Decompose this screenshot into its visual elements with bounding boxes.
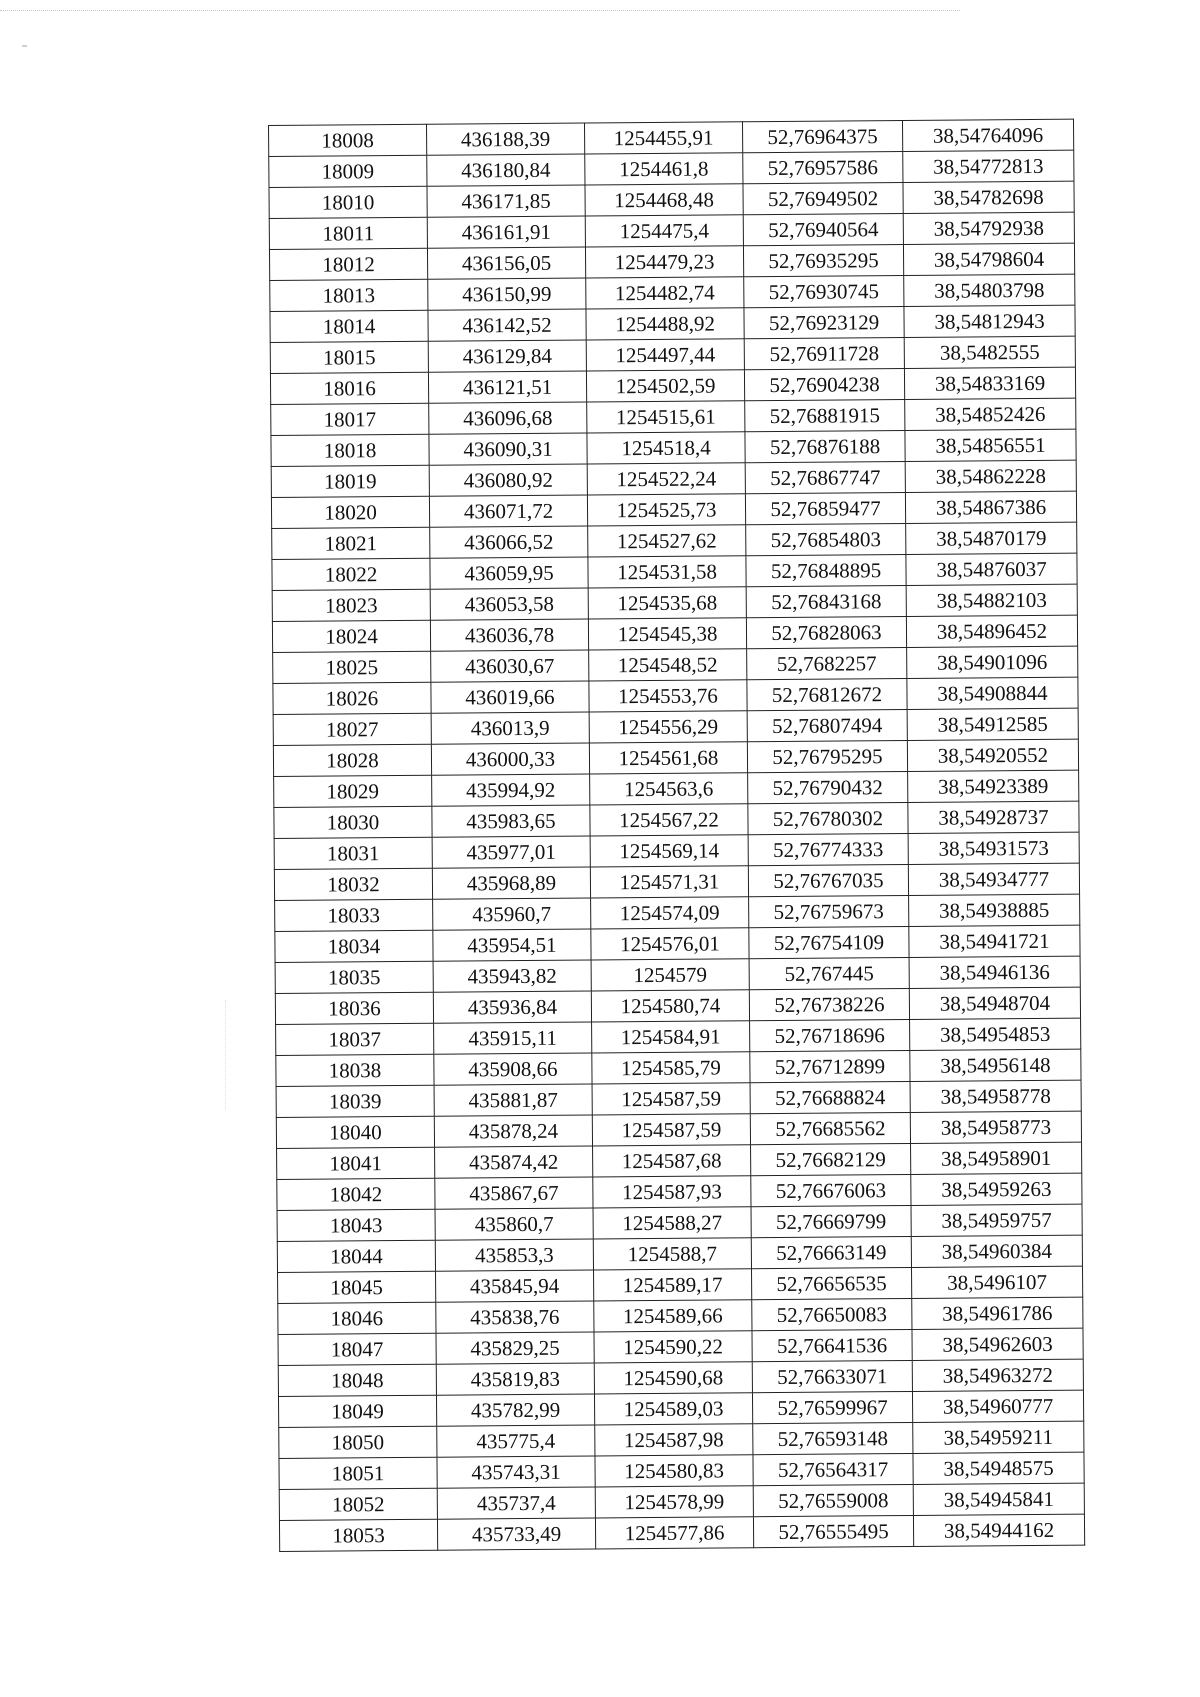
- x-coordinate-cell: 435829,25: [436, 1332, 594, 1364]
- y-coordinate-cell: 1254585,79: [592, 1052, 750, 1084]
- longitude-cell: 38,54876037: [906, 553, 1077, 585]
- latitude-cell: 52,76641536: [752, 1329, 912, 1361]
- y-coordinate-cell: 1254589,17: [594, 1269, 752, 1301]
- y-coordinate-cell: 1254455,91: [584, 122, 742, 154]
- x-coordinate-cell: 436150,99: [428, 278, 586, 310]
- x-coordinate-cell: 436188,39: [426, 123, 584, 155]
- longitude-cell: 38,54944162: [913, 1514, 1084, 1546]
- point-number-cell: 18039: [276, 1085, 434, 1117]
- longitude-cell: 38,54958773: [910, 1111, 1081, 1143]
- y-coordinate-cell: 1254567,22: [590, 804, 748, 836]
- x-coordinate-cell: 436053,58: [430, 588, 588, 620]
- point-number-cell: 18044: [277, 1240, 435, 1272]
- longitude-cell: 38,54948704: [909, 987, 1080, 1019]
- point-number-cell: 18016: [270, 372, 428, 404]
- y-coordinate-cell: 1254574,09: [591, 897, 749, 929]
- y-coordinate-cell: 1254531,58: [588, 556, 746, 588]
- y-coordinate-cell: 1254569,14: [590, 835, 748, 867]
- latitude-cell: 52,76656535: [751, 1267, 911, 1299]
- latitude-cell: 52,76940564: [743, 214, 903, 246]
- point-number-cell: 18010: [269, 186, 427, 218]
- longitude-cell: 38,54956148: [910, 1049, 1081, 1081]
- longitude-cell: 38,54812943: [904, 305, 1075, 337]
- longitude-cell: 38,54867386: [905, 491, 1076, 523]
- latitude-cell: 52,76881915: [745, 400, 905, 432]
- x-coordinate-cell: 436080,92: [429, 464, 587, 496]
- x-coordinate-cell: 436059,95: [430, 557, 588, 589]
- y-coordinate-cell: 1254525,73: [587, 494, 745, 526]
- x-coordinate-cell: 436019,66: [431, 681, 589, 713]
- longitude-cell: 38,54962603: [912, 1328, 1083, 1360]
- x-coordinate-cell: 435733,49: [437, 1518, 595, 1550]
- x-coordinate-cell: 435977,01: [432, 836, 590, 868]
- point-number-cell: 18037: [276, 1023, 434, 1055]
- y-coordinate-cell: 1254548,52: [589, 649, 747, 681]
- y-coordinate-cell: 1254587,98: [595, 1424, 753, 1456]
- point-number-cell: 18030: [274, 806, 432, 838]
- x-coordinate-cell: 435874,42: [435, 1146, 593, 1178]
- y-coordinate-cell: 1254556,29: [589, 711, 747, 743]
- point-number-cell: 18027: [273, 713, 431, 745]
- longitude-cell: 38,54928737: [908, 801, 1079, 833]
- longitude-cell: 38,54901096: [907, 646, 1078, 678]
- latitude-cell: 52,76676063: [751, 1174, 911, 1206]
- point-number-cell: 18047: [278, 1333, 436, 1365]
- y-coordinate-cell: 1254515,61: [587, 401, 745, 433]
- y-coordinate-cell: 1254461,8: [585, 153, 743, 185]
- longitude-cell: 38,54938885: [909, 894, 1080, 926]
- longitude-cell: 38,54923389: [908, 770, 1079, 802]
- y-coordinate-cell: 1254488,92: [586, 308, 744, 340]
- x-coordinate-cell: 435867,67: [435, 1177, 593, 1209]
- longitude-cell: 38,54934777: [908, 863, 1079, 895]
- y-coordinate-cell: 1254587,68: [593, 1145, 751, 1177]
- x-coordinate-cell: 436066,52: [430, 526, 588, 558]
- latitude-cell: 52,76930745: [744, 276, 904, 308]
- point-number-cell: 18041: [277, 1147, 435, 1179]
- x-coordinate-cell: 436180,84: [427, 154, 585, 186]
- latitude-cell: 52,76795295: [747, 740, 907, 772]
- x-coordinate-cell: 436096,68: [429, 402, 587, 434]
- point-number-cell: 18032: [274, 868, 432, 900]
- x-coordinate-cell: 435954,51: [433, 929, 591, 961]
- y-coordinate-cell: 1254553,76: [589, 680, 747, 712]
- longitude-cell: 38,54946136: [909, 956, 1080, 988]
- point-number-cell: 18050: [279, 1426, 437, 1458]
- y-coordinate-cell: 1254587,93: [593, 1176, 751, 1208]
- longitude-cell: 38,54958901: [911, 1142, 1082, 1174]
- point-number-cell: 18012: [269, 248, 427, 280]
- point-number-cell: 18043: [277, 1209, 435, 1241]
- latitude-cell: 52,76650083: [752, 1298, 912, 1330]
- y-coordinate-cell: 1254475,4: [585, 215, 743, 247]
- latitude-cell: 52,76780302: [748, 802, 908, 834]
- latitude-cell: 52,76790432: [748, 771, 908, 803]
- point-number-cell: 18009: [269, 155, 427, 187]
- y-coordinate-cell: 1254479,23: [585, 246, 743, 278]
- latitude-cell: 52,76663149: [751, 1236, 911, 1268]
- longitude-cell: 38,54882103: [906, 584, 1077, 616]
- point-number-cell: 18014: [270, 310, 428, 342]
- x-coordinate-cell: 436030,67: [431, 650, 589, 682]
- latitude-cell: 52,76843168: [746, 586, 906, 618]
- y-coordinate-cell: 1254578,99: [595, 1486, 753, 1518]
- longitude-cell: 38,54961786: [912, 1297, 1083, 1329]
- longitude-cell: 38,54959263: [911, 1173, 1082, 1205]
- longitude-cell: 38,54931573: [908, 832, 1079, 864]
- latitude-cell: 52,76923129: [744, 307, 904, 339]
- longitude-cell: 38,54945841: [913, 1483, 1084, 1515]
- point-number-cell: 18033: [275, 899, 433, 931]
- y-coordinate-cell: 1254497,44: [586, 339, 744, 371]
- longitude-cell: 38,54958778: [910, 1080, 1081, 1112]
- y-coordinate-cell: 1254563,6: [590, 773, 748, 805]
- point-number-cell: 18040: [276, 1116, 434, 1148]
- y-coordinate-cell: 1254468,48: [585, 184, 743, 216]
- x-coordinate-cell: 436121,51: [428, 371, 586, 403]
- point-number-cell: 18015: [270, 341, 428, 373]
- x-coordinate-cell: 435881,87: [434, 1084, 592, 1116]
- x-coordinate-cell: 436013,9: [431, 712, 589, 744]
- longitude-cell: 38,54954853: [910, 1018, 1081, 1050]
- point-number-cell: 18031: [274, 837, 432, 869]
- latitude-cell: 52,76848895: [746, 555, 906, 587]
- point-number-cell: 18024: [272, 620, 430, 652]
- scan-artifact-top-line: [0, 10, 960, 11]
- latitude-cell: 52,76876188: [745, 431, 905, 463]
- y-coordinate-cell: 1254518,4: [587, 432, 745, 464]
- point-number-cell: 18052: [279, 1488, 437, 1520]
- x-coordinate-cell: 435908,66: [434, 1053, 592, 1085]
- x-coordinate-cell: 435936,84: [433, 991, 591, 1023]
- y-coordinate-cell: 1254482,74: [586, 277, 744, 309]
- latitude-cell: 52,76759673: [749, 895, 909, 927]
- x-coordinate-cell: 435915,11: [434, 1022, 592, 1054]
- longitude-cell: 38,54941721: [909, 925, 1080, 957]
- point-number-cell: 18018: [271, 434, 429, 466]
- longitude-cell: 38,54833169: [904, 367, 1075, 399]
- latitude-cell: 52,76633071: [752, 1360, 912, 1392]
- y-coordinate-cell: 1254584,91: [592, 1021, 750, 1053]
- y-coordinate-cell: 1254588,27: [593, 1207, 751, 1239]
- latitude-cell: 52,76935295: [743, 245, 903, 277]
- longitude-cell: 38,54798604: [903, 243, 1074, 275]
- y-coordinate-cell: 1254561,68: [589, 742, 747, 774]
- latitude-cell: 52,76712899: [750, 1050, 910, 1082]
- y-coordinate-cell: 1254589,03: [594, 1393, 752, 1425]
- longitude-cell: 38,54896452: [906, 615, 1077, 647]
- y-coordinate-cell: 1254577,86: [595, 1517, 753, 1549]
- latitude-cell: 52,76593148: [753, 1422, 913, 1454]
- latitude-cell: 52,76812672: [747, 678, 907, 710]
- scan-artifact-left-line: [225, 1000, 226, 1110]
- latitude-cell: 52,76688824: [750, 1081, 910, 1113]
- x-coordinate-cell: 435853,3: [435, 1239, 593, 1271]
- y-coordinate-cell: 1254587,59: [592, 1114, 750, 1146]
- longitude-cell: 38,54870179: [906, 522, 1077, 554]
- latitude-cell: 52,76754109: [749, 926, 909, 958]
- y-coordinate-cell: 1254579: [591, 959, 749, 991]
- point-number-cell: 18025: [273, 651, 431, 683]
- latitude-cell: 52,76949502: [743, 183, 903, 215]
- latitude-cell: 52,76854803: [746, 524, 906, 556]
- y-coordinate-cell: 1254580,74: [591, 990, 749, 1022]
- longitude-cell: 38,54764096: [902, 119, 1073, 151]
- point-number-cell: 18053: [279, 1519, 437, 1551]
- table-row: [279, 1514, 1084, 1551]
- x-coordinate-cell: 435737,4: [437, 1487, 595, 1519]
- x-coordinate-cell: 436000,33: [431, 743, 589, 775]
- point-number-cell: 18046: [278, 1302, 436, 1334]
- x-coordinate-cell: 436036,78: [430, 619, 588, 651]
- x-coordinate-cell: 436171,85: [427, 185, 585, 217]
- latitude-cell: 52,76738226: [749, 988, 909, 1020]
- latitude-cell: 52,76957586: [743, 152, 903, 184]
- point-number-cell: 18021: [272, 527, 430, 559]
- latitude-cell: 52,76599967: [752, 1391, 912, 1423]
- y-coordinate-cell: 1254589,66: [594, 1300, 752, 1332]
- longitude-cell: 38,54792938: [903, 212, 1074, 244]
- scan-artifact-speck: [22, 45, 27, 47]
- longitude-cell: 38,54803798: [904, 274, 1075, 306]
- y-coordinate-cell: 1254571,31: [590, 866, 748, 898]
- longitude-cell: 38,5482555: [904, 336, 1075, 368]
- y-coordinate-cell: 1254535,68: [588, 587, 746, 619]
- longitude-cell: 38,54959211: [913, 1421, 1084, 1453]
- latitude-cell: 52,76685562: [750, 1112, 910, 1144]
- point-number-cell: 18042: [277, 1178, 435, 1210]
- point-number-cell: 18026: [273, 682, 431, 714]
- x-coordinate-cell: 435775,4: [437, 1425, 595, 1457]
- point-number-cell: 18048: [278, 1364, 436, 1396]
- x-coordinate-cell: 435838,76: [436, 1301, 594, 1333]
- y-coordinate-cell: 1254580,83: [595, 1455, 753, 1487]
- point-number-cell: 18051: [279, 1457, 437, 1489]
- latitude-cell: 52,76718696: [750, 1019, 910, 1051]
- point-number-cell: 18019: [271, 465, 429, 497]
- y-coordinate-cell: 1254522,24: [587, 463, 745, 495]
- x-coordinate-cell: 435819,83: [436, 1363, 594, 1395]
- point-number-cell: 18036: [275, 992, 433, 1024]
- x-coordinate-cell: 435960,7: [433, 898, 591, 930]
- longitude-cell: 38,54908844: [907, 677, 1078, 709]
- longitude-cell: 38,54963272: [912, 1359, 1083, 1391]
- x-coordinate-cell: 435860,7: [435, 1208, 593, 1240]
- y-coordinate-cell: 1254588,7: [593, 1238, 751, 1270]
- point-number-cell: 18035: [275, 961, 433, 993]
- latitude-cell: 52,76867747: [745, 462, 905, 494]
- latitude-cell: 52,76682129: [751, 1143, 911, 1175]
- latitude-cell: 52,76669799: [751, 1205, 911, 1237]
- longitude-cell: 38,54852426: [905, 398, 1076, 430]
- point-number-cell: 18045: [278, 1271, 436, 1303]
- latitude-cell: 52,76964375: [742, 121, 902, 153]
- longitude-cell: 38,54862228: [905, 460, 1076, 492]
- longitude-cell: 38,54960384: [911, 1235, 1082, 1267]
- point-number-cell: 18029: [274, 775, 432, 807]
- latitude-cell: 52,76559008: [753, 1484, 913, 1516]
- point-number-cell: 18022: [272, 558, 430, 590]
- x-coordinate-cell: 436090,31: [429, 433, 587, 465]
- latitude-cell: 52,76904238: [744, 369, 904, 401]
- longitude-cell: 38,5496107: [911, 1266, 1082, 1298]
- point-number-cell: 18017: [271, 403, 429, 435]
- point-number-cell: 18013: [270, 279, 428, 311]
- x-coordinate-cell: 436071,72: [429, 495, 587, 527]
- point-number-cell: 18023: [272, 589, 430, 621]
- x-coordinate-cell: 435983,65: [432, 805, 590, 837]
- latitude-cell: 52,767445: [749, 957, 909, 989]
- latitude-cell: 52,76774333: [748, 833, 908, 865]
- y-coordinate-cell: 1254545,38: [588, 618, 746, 650]
- point-number-cell: 18028: [273, 744, 431, 776]
- x-coordinate-cell: 435943,82: [433, 960, 591, 992]
- point-number-cell: 18049: [278, 1395, 436, 1427]
- latitude-cell: 52,76564317: [753, 1453, 913, 1485]
- longitude-cell: 38,54856551: [905, 429, 1076, 461]
- point-number-cell: 18020: [271, 496, 429, 528]
- longitude-cell: 38,54959757: [911, 1204, 1082, 1236]
- latitude-cell: 52,76555495: [753, 1515, 913, 1547]
- point-number-cell: 18008: [269, 124, 427, 156]
- x-coordinate-cell: 436156,05: [427, 247, 585, 279]
- y-coordinate-cell: 1254502,59: [586, 370, 744, 402]
- x-coordinate-cell: 436129,84: [428, 340, 586, 372]
- longitude-cell: 38,54960777: [912, 1390, 1083, 1422]
- x-coordinate-cell: 435968,89: [432, 867, 590, 899]
- longitude-cell: 38,54948575: [913, 1452, 1084, 1484]
- y-coordinate-cell: 1254527,62: [588, 525, 746, 557]
- y-coordinate-cell: 1254576,01: [591, 928, 749, 960]
- point-number-cell: 18011: [269, 217, 427, 249]
- coordinates-table: [268, 119, 1085, 1552]
- latitude-cell: 52,76807494: [747, 709, 907, 741]
- coordinates-table-body: [269, 119, 1085, 1551]
- x-coordinate-cell: 435782,99: [436, 1394, 594, 1426]
- latitude-cell: 52,76828063: [746, 617, 906, 649]
- y-coordinate-cell: 1254587,59: [592, 1083, 750, 1115]
- latitude-cell: 52,7682257: [747, 648, 907, 680]
- y-coordinate-cell: 1254590,22: [594, 1331, 752, 1363]
- latitude-cell: 52,76767035: [748, 864, 908, 896]
- latitude-cell: 52,76911728: [744, 338, 904, 370]
- point-number-cell: 18038: [276, 1054, 434, 1086]
- x-coordinate-cell: 435845,94: [436, 1270, 594, 1302]
- longitude-cell: 38,54920552: [907, 739, 1078, 771]
- longitude-cell: 38,54772813: [903, 150, 1074, 182]
- x-coordinate-cell: 436142,52: [428, 309, 586, 341]
- x-coordinate-cell: 436161,91: [427, 216, 585, 248]
- x-coordinate-cell: 435743,31: [437, 1456, 595, 1488]
- longitude-cell: 38,54912585: [907, 708, 1078, 740]
- point-number-cell: 18034: [275, 930, 433, 962]
- latitude-cell: 52,76859477: [745, 493, 905, 525]
- y-coordinate-cell: 1254590,68: [594, 1362, 752, 1394]
- x-coordinate-cell: 435994,92: [432, 774, 590, 806]
- x-coordinate-cell: 435878,24: [434, 1115, 592, 1147]
- longitude-cell: 38,54782698: [903, 181, 1074, 213]
